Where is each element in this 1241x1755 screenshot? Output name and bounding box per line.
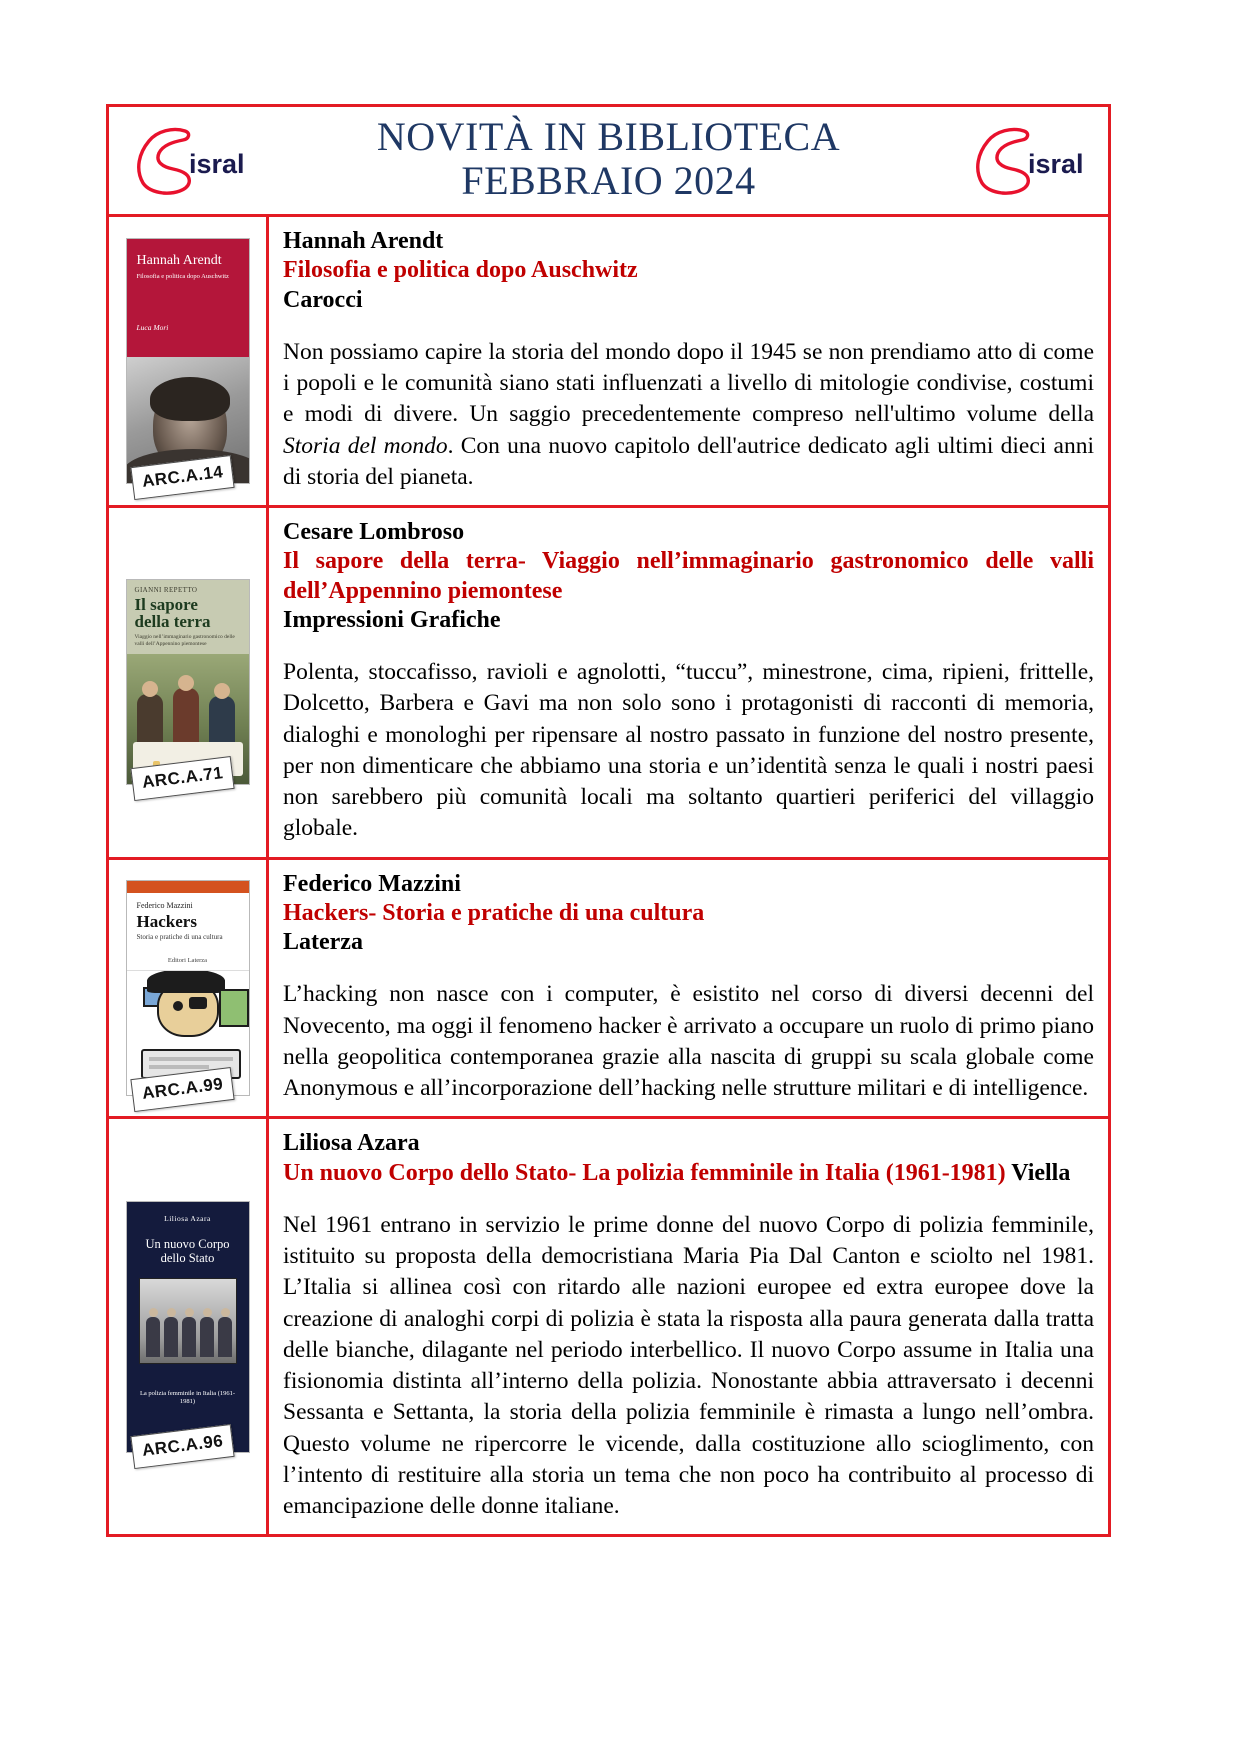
book-author: Cesare Lombroso: [283, 519, 465, 546]
cover-title-line-1: Il sapore: [134, 595, 198, 615]
cover-title: Un nuovo Corpo dello Stato: [145, 1236, 230, 1266]
book-cover-cell: [109, 860, 269, 1117]
cover-subtitle: Filosofia e politica dopo Auschwitz: [136, 273, 229, 281]
book-title: Hackers- Storia e pratiche di una cultura: [283, 899, 705, 926]
logo-cell-left: [109, 123, 269, 199]
shelfmark-label: ARC.A.96: [130, 1424, 235, 1469]
title-line-1: NOVITÀ IN BIBLIOTECA: [376, 114, 841, 160]
book-title: [283, 1159, 1094, 1188]
shelfmark-label: ARC.A.14: [130, 455, 235, 500]
cover-editor: Editori Laterza: [167, 957, 208, 964]
blurb-part-1: Non possiamo capire la storia del mondo dopo il 1945 se non prendiamo atto di come i popoli e le comunità siano stati influenzati a livello di mitologie condivise, costumi e modi di divere. Un saggio precedentemente compreso nell'ultimo volume della: [283, 338, 1094, 428]
cover-author: Federico Mazzini: [136, 901, 193, 910]
book-cover-cell: [109, 508, 269, 857]
book-blurb: Nel 1961 entrano in servizio le prime donne del nuovo Corpo di polizia femminile, istituito su proposta della democristiana Maria Pia Dal Canton e sciolto nel 1981. L’Italia si allinea così con ritardo alle nazioni europee ed extra europee dove la creazione di analoghi corpi di polizia è stata la risposta alla paura generata dalla tratta delle bianche, dilagante nel periodo interbellico. Il nuovo Corpo assume in Italia una fisionomia distinta all’interno della polizia. Nonostante abbia attraversato i decenni Sessanta e Settanta, la storia della polizia femminile è rimasta a lungo nell’ombra. Questo volume ne ripercorre le vicende, dalla costituzione allo scioglimento, con l’intento di restituire alla storia un tema che non poco ha contribuito al processo di emancipazione delle donne italiane.: [283, 1211, 1094, 1520]
svg-text:isral: isral: [189, 148, 245, 179]
header-row: [109, 107, 1108, 217]
book-title: Filosofia e politica dopo Auschwitz: [283, 257, 638, 284]
shelfmark-label: ARC.A.99: [130, 1067, 235, 1112]
cover-photo: [139, 1278, 237, 1364]
book-entry-row: [109, 508, 1108, 860]
cover-subtitle: Viaggio nell’immaginario gastronomico delle valli dell’Appennino piemontese: [134, 634, 235, 647]
book-entry-row: [109, 217, 1108, 508]
newsletter-table: [106, 104, 1111, 1537]
book-author: Federico Mazzini: [283, 870, 461, 897]
cover-title-line-2: della terra: [134, 612, 211, 632]
book-publisher: Viella: [1011, 1159, 1071, 1186]
isral-logo-icon: [968, 123, 1088, 199]
book-entry-row: [109, 860, 1108, 1120]
book-publisher: Laterza: [283, 929, 363, 956]
book-cover-image: [126, 238, 250, 484]
book-entry-row: [109, 1119, 1108, 1534]
book-text-cell: [269, 508, 1108, 857]
book-cover-cell: [109, 1119, 269, 1534]
book-publisher: Carocci: [283, 286, 363, 313]
book-author: Hannah Arendt: [283, 228, 444, 254]
title-line-2: FEBBRAIO 2024: [461, 157, 756, 203]
cover-title: Hackers: [136, 912, 197, 931]
logo-cell-right: [948, 123, 1108, 199]
book-cover-cell: [109, 217, 269, 505]
book-title: Il sapore della terra- Viaggio nell’immaginario gastronomico delle valli dell’Appennino piemontese: [283, 548, 1094, 604]
book-cover-image: [126, 1201, 250, 1453]
book-blurb: L’hacking non nasce con i computer, è esistito nel corso di diversi decenni del Novecento, ma oggi il fenomeno hacker è arrivato a occupare un ruolo di primo piano nella geopolitica contemporanea grazie alla nascita di gruppi su scala globale come Anonymous e all’incorporazione dell’hacking nelle strutture militari e di intelligence.: [283, 981, 1094, 1102]
cover-author: Luca Mori: [136, 322, 169, 332]
cover-title: Hannah Arendt: [136, 253, 222, 269]
book-text-cell: [269, 217, 1108, 505]
cover-subtitle: La polizia femminile in Italia (1961-1981): [139, 1389, 236, 1406]
shelfmark-label: ARC.A.71: [130, 756, 235, 801]
book-text-cell: [269, 860, 1108, 1117]
isral-logo-icon: [129, 123, 249, 199]
cover-author: GIANNI REPETTO: [134, 586, 198, 595]
book-cover-image: [126, 880, 250, 1096]
blurb-italic-title: Storia del mondo: [283, 432, 448, 459]
svg-text:isral: isral: [1028, 148, 1084, 179]
book-cover-image: [126, 579, 250, 785]
book-publisher: Impressioni Grafiche: [283, 606, 501, 633]
cover-author: Liliosa Azara: [164, 1213, 211, 1223]
blurb-part-2: . Con una nuovo capitolo dell'autrice dedicato agli ultimi dieci anni di storia del pianeta.: [283, 432, 1094, 490]
page-title: [269, 113, 948, 207]
book-author: Liliosa Azara: [283, 1130, 420, 1157]
book-blurb: Polenta, stoccafisso, ravioli e agnolotti, “tuccu”, minestrone, cima, ripieni, frittelle, Dolcetto, Barbera e Gavi ma non solo sono i protagonisti di racconti di memoria, dialoghi e monologhi per ripensare al nostro passato in funzione del nostro presente, per non dimenticare che abbiamo una storia e un’identità senza le quali i nostri paesi non sarebbero più comunità locali ma soltanto quartieri periferici del villaggio globale.: [283, 659, 1094, 842]
book-text-cell: [269, 1119, 1108, 1534]
book-title-text: Un nuovo Corpo dello Stato- La polizia femminile in Italia (1961-1981): [283, 1159, 1006, 1186]
book-blurb: [283, 337, 1094, 493]
cover-subtitle: Storia e pratiche di una cultura: [136, 933, 223, 941]
